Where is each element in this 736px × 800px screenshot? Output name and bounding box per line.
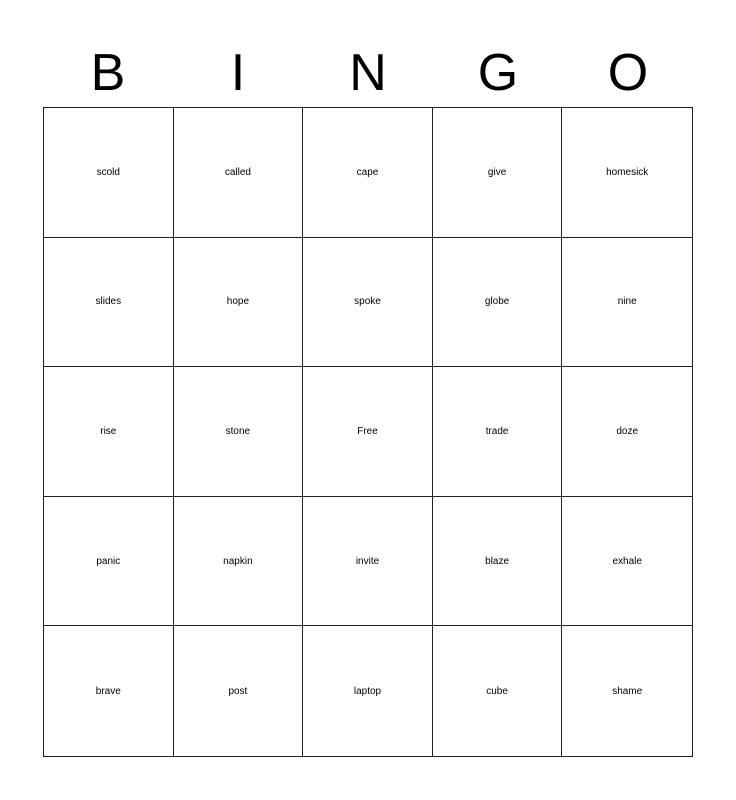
bingo-cell[interactable]: stone — [174, 367, 304, 497]
bingo-cell[interactable]: called — [174, 108, 304, 238]
bingo-cell[interactable]: cape — [303, 108, 433, 238]
bingo-cell[interactable]: rise — [44, 367, 174, 497]
free-space-cell[interactable]: Free — [303, 367, 433, 497]
bingo-cell[interactable]: cube — [433, 626, 563, 756]
bingo-cell[interactable]: laptop — [303, 626, 433, 756]
bingo-cell[interactable]: exhale — [562, 497, 692, 627]
bingo-cell[interactable]: doze — [562, 367, 692, 497]
bingo-cell[interactable]: spoke — [303, 238, 433, 368]
header-letter-o: O — [607, 44, 649, 102]
bingo-cell[interactable]: give — [433, 108, 563, 238]
bingo-cell[interactable]: brave — [44, 626, 174, 756]
bingo-cell[interactable]: slides — [44, 238, 174, 368]
bingo-header — [43, 40, 693, 106]
bingo-cell[interactable]: scold — [44, 108, 174, 238]
header-letter-n: N — [349, 44, 387, 102]
bingo-cell[interactable]: shame — [612, 685, 643, 697]
header-letter-i: I — [230, 44, 246, 102]
bingo-cell[interactable]: blaze — [433, 497, 563, 627]
bingo-cell[interactable]: invite — [303, 497, 433, 627]
bingo-cell[interactable]: panic — [44, 497, 174, 627]
bingo-cell[interactable]: homesick — [562, 108, 692, 238]
bingo-cell[interactable]: post — [174, 626, 304, 756]
header-letter-g: G — [477, 44, 519, 102]
bingo-cell[interactable]: trade — [433, 367, 563, 497]
bingo-board — [43, 107, 693, 757]
bingo-cell[interactable]: napkin — [174, 497, 304, 627]
bingo-cell[interactable]: globe — [433, 238, 563, 368]
header-letter-b: B — [90, 44, 126, 102]
bingo-cell[interactable]: hope — [174, 238, 304, 368]
bingo-cell[interactable]: nine — [562, 238, 692, 368]
